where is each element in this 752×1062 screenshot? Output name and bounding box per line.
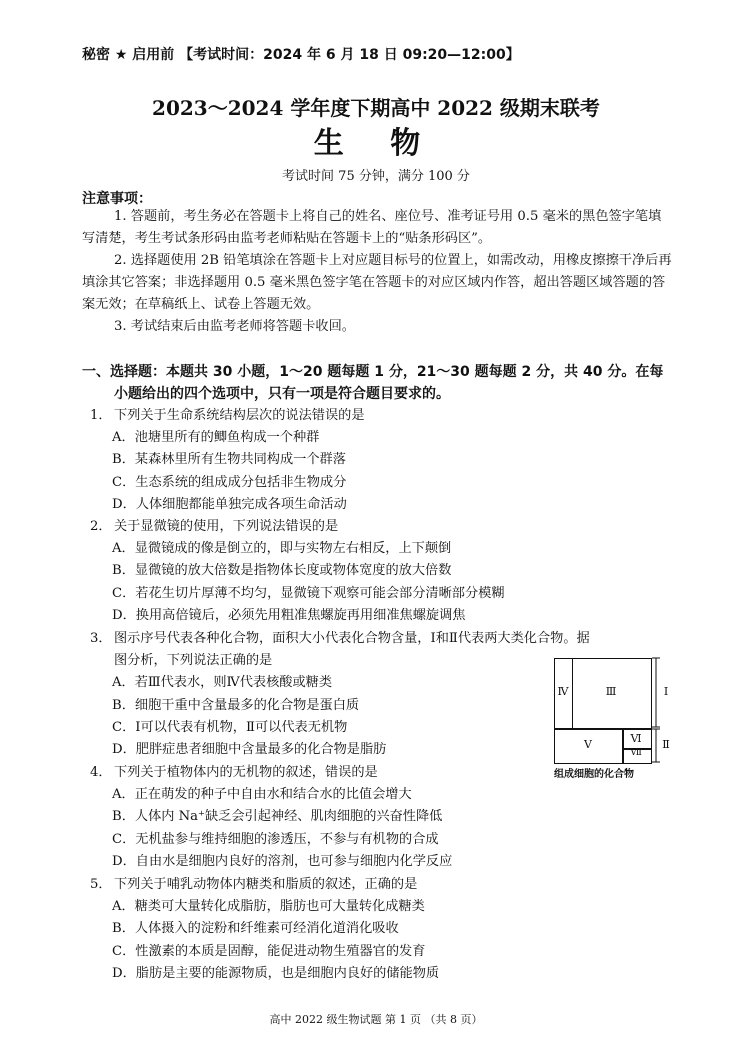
section-heading-line: 一、选择题：本题共 30 小题，1～20 题每题 1 分，21～30 题每题 2 分，共 40 分。在每 <box>82 364 664 380</box>
option-a: A．正在萌发的种子中自由水和结合水的比值会增大 <box>112 787 412 803</box>
exam-duration-info: 考试时间 75 分钟，满分 100 分 <box>282 169 470 184</box>
label-vi: Ⅵ <box>630 732 642 745</box>
question-stem-continued: 图分析，下列说法正确的是 <box>114 653 273 669</box>
notice-item: 2. 选择题使用 2B 铅笔填涂在答题卡上对应题目标号的位置上，如需改动，用橡皮擦擦干净后再填涂其它答案；非选择题用 0.5 毫米黑色签字笔在答题卡的对应区域内作答，超出答题区域答题的答案无效；在草稿纸上、试卷上答题无效。 <box>82 253 672 312</box>
option-b: B．人体摄入的淀粉和纤维素可经消化道消化吸收 <box>112 921 399 937</box>
question-number: 4． <box>90 765 112 780</box>
section-heading-line: 小题给出的四个选项中，只有一项是符合题目要求的。 <box>114 386 450 402</box>
option-c: C．无机盐参与维持细胞的渗透压，不参与有机物的合成 <box>112 831 439 847</box>
notice-item: 1. 答题前，考生务必在答题卡上将自己的姓名、座位号、准考证号用 0.5 毫米的黑色签字笔填写清楚，考生考试条形码由监考老师粘贴在答题卡上的“贴条形码区”。 <box>82 209 662 246</box>
question-stem: 关于显微镜的使用，下列说法错误的是 <box>114 519 339 534</box>
option-b: B．显微镜的放大倍数是指物体长度或物体宽度的放大倍数 <box>112 563 452 579</box>
option-b: B．细胞干重中含量最多的化合物是蛋白质 <box>112 697 360 713</box>
question-stem: 下列关于哺乳动物体内糖类和脂质的叙述，正确的是 <box>114 877 418 892</box>
option-b: B．某森林里所有生物共同构成一个群落 <box>112 452 346 468</box>
notice-list <box>82 206 672 338</box>
notice-item: 3. 考试结束后由监考老师将答题卡收回。 <box>114 319 355 334</box>
question-2 <box>90 516 675 627</box>
question-1 <box>90 405 675 516</box>
option-a: A．若Ⅲ代表水，则Ⅳ代表核酸或糖类 <box>112 675 333 691</box>
section-heading <box>82 361 672 405</box>
option-c: C．Ⅰ可以代表有机物，Ⅱ可以代表无机物 <box>112 719 348 735</box>
label-iv: Ⅳ <box>557 685 569 698</box>
option-c: C．性激素的本质是固醇，能促进动物生殖器官的发育 <box>112 943 426 959</box>
option-c: C．生态系统的组成成分包括非生物成分 <box>112 474 347 490</box>
label-i: Ⅰ <box>663 685 669 698</box>
option-d: D．脂肪是主要的能源物质，也是细胞内良好的储能物质 <box>112 965 440 981</box>
question-4 <box>90 762 675 873</box>
question-5 <box>90 874 675 985</box>
question-stem: 下列关于生命系统结构层次的说法错误的是 <box>114 408 365 423</box>
option-d: D．人体细胞都能单独完成各项生命活动 <box>112 496 347 512</box>
option-c: C．若花生切片厚薄不均匀，显微镜下观察可能会部分清晰部分模糊 <box>112 585 505 601</box>
question-stem: 图示序号代表各种化合物，面积大小代表化合物含量，Ⅰ和Ⅱ代表两大类化合物。据 <box>114 631 590 646</box>
option-d: D．肥胖症患者细胞中含量最多的化合物是脂肪 <box>112 742 387 758</box>
option-a: A．显微镜成的像是倒立的，即与实物左右相反，上下颠倒 <box>112 541 452 557</box>
question-number: 2． <box>90 519 112 534</box>
option-b: B．人体内 Na⁺缺乏会引起神经、肌肉细胞的兴奋性降低 <box>112 809 443 825</box>
notice-heading: 注意事项： <box>82 191 152 207</box>
label-v: Ⅴ <box>584 738 592 751</box>
question-stem: 下列关于植物体内的无机物的叙述，错误的是 <box>114 765 378 780</box>
page-footer: 高中 2022 级生物试题 第 1 页 （共 8 页） <box>269 1013 483 1026</box>
confidential-line: 秘密 ★ 启用前 【考试时间：2024 年 6 月 18 日 09:20—12:00】 <box>82 47 520 63</box>
subject-title: 生 物 <box>313 126 439 161</box>
option-d: D．换用高倍镜后，必须先用粗准焦螺旋再用细准焦螺旋调焦 <box>112 607 466 623</box>
label-vii: Ⅶ <box>630 748 642 758</box>
exam-title: 2023～2024 学年度下期高中 2022 级期末联考 <box>152 96 600 120</box>
question-number: 3． <box>90 631 112 646</box>
question-number: 5． <box>90 877 112 892</box>
option-a: A．池塘里所有的鲫鱼构成一个种群 <box>112 430 320 446</box>
option-a: A．糖类可大量转化成脂肪，脂肪也可大量转化成糖类 <box>112 899 425 915</box>
label-iii: Ⅲ <box>605 685 617 698</box>
option-d: D．自由水是细胞内良好的溶剂，也可参与细胞内化学反应 <box>112 853 453 869</box>
question-number: 1． <box>90 408 112 423</box>
label-ii: Ⅱ <box>662 738 670 751</box>
diagram-caption: 组成细胞的化合物 <box>554 769 634 780</box>
